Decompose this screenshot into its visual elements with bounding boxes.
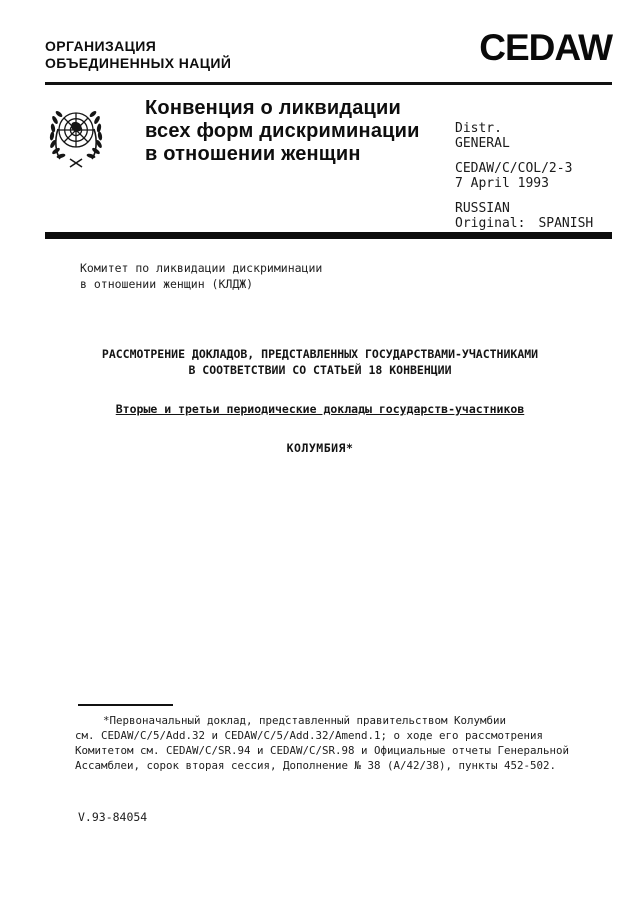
distr-label: Distr.	[455, 121, 502, 136]
report-heading-line2: В СООТВЕТСТВИИ СО СТАТЬЕЙ 18 КОНВЕНЦИИ	[188, 363, 452, 377]
doc-language: RUSSIAN	[455, 201, 510, 216]
doc-date: 7 April 1993	[455, 176, 549, 191]
org-name-line1: ОРГАНИЗАЦИЯ	[45, 38, 157, 54]
report-subheading	[0, 402, 640, 416]
original-value: SPANISH	[538, 216, 594, 231]
org-name-line2: ОБЪЕДИНЕННЫХ НАЦИЙ	[45, 55, 232, 71]
country-name: КОЛУМБИЯ*	[286, 441, 354, 455]
footnote-text	[75, 713, 580, 773]
document-number: V.93-84054	[78, 810, 148, 824]
distr-group	[455, 121, 593, 151]
header-divider-rule	[45, 82, 612, 85]
footnote-line: *Первоначальный доклад, представленный правительством Колумбии	[103, 714, 507, 727]
convention-title-line1: Конвенция о ликвидации	[145, 97, 402, 119]
report-heading	[0, 346, 640, 378]
committee-name	[80, 260, 322, 292]
original-language-line	[455, 216, 593, 231]
masthead-divider-bar	[45, 232, 612, 239]
original-label: Original:	[455, 216, 526, 231]
committee-line1: Комитет по ликвидации дискриминации	[80, 261, 323, 275]
distribution-block	[455, 121, 593, 241]
convention-title	[145, 97, 420, 166]
doc-symbol: CEDAW/C/COL/2-3	[455, 161, 573, 176]
convention-title-line2: всех форм дискриминации	[145, 120, 420, 142]
committee-line2: в отношении женщин (КЛДЖ)	[80, 277, 254, 291]
footnote-line: Комитетом см. CEDAW/C/SR.94 и CEDAW/C/SR.98 и Официальные отчеты Генеральной	[75, 744, 570, 757]
symbol-group	[455, 161, 593, 191]
footnote-line: Ассамблеи, сорок вторая сессия, Дополнение № 38 (А/42/38), пункты 452-502.	[75, 759, 557, 772]
footnote-line: см. CEDAW/C/5/Add.32 и CEDAW/C/5/Add.32/Amend.1; о ходе его рассмотрения	[75, 729, 544, 742]
report-subheading-text: Вторые и третьи периодические доклады государств-участников	[115, 402, 525, 416]
cedaw-logo: CEDAW	[479, 27, 612, 68]
distr-value: GENERAL	[455, 136, 510, 151]
footnote-separator-rule	[78, 704, 173, 706]
un-organization-name	[45, 38, 231, 72]
language-group	[455, 201, 593, 231]
report-heading-line1: РАССМОТРЕНИЕ ДОКЛАДОВ, ПРЕДСТАВЛЕННЫХ ГОСУДАРСТВАМИ-УЧАСТНИКАМИ	[101, 347, 539, 361]
convention-title-line3: в отношении женщин	[145, 143, 361, 165]
un-emblem-icon	[46, 101, 106, 179]
